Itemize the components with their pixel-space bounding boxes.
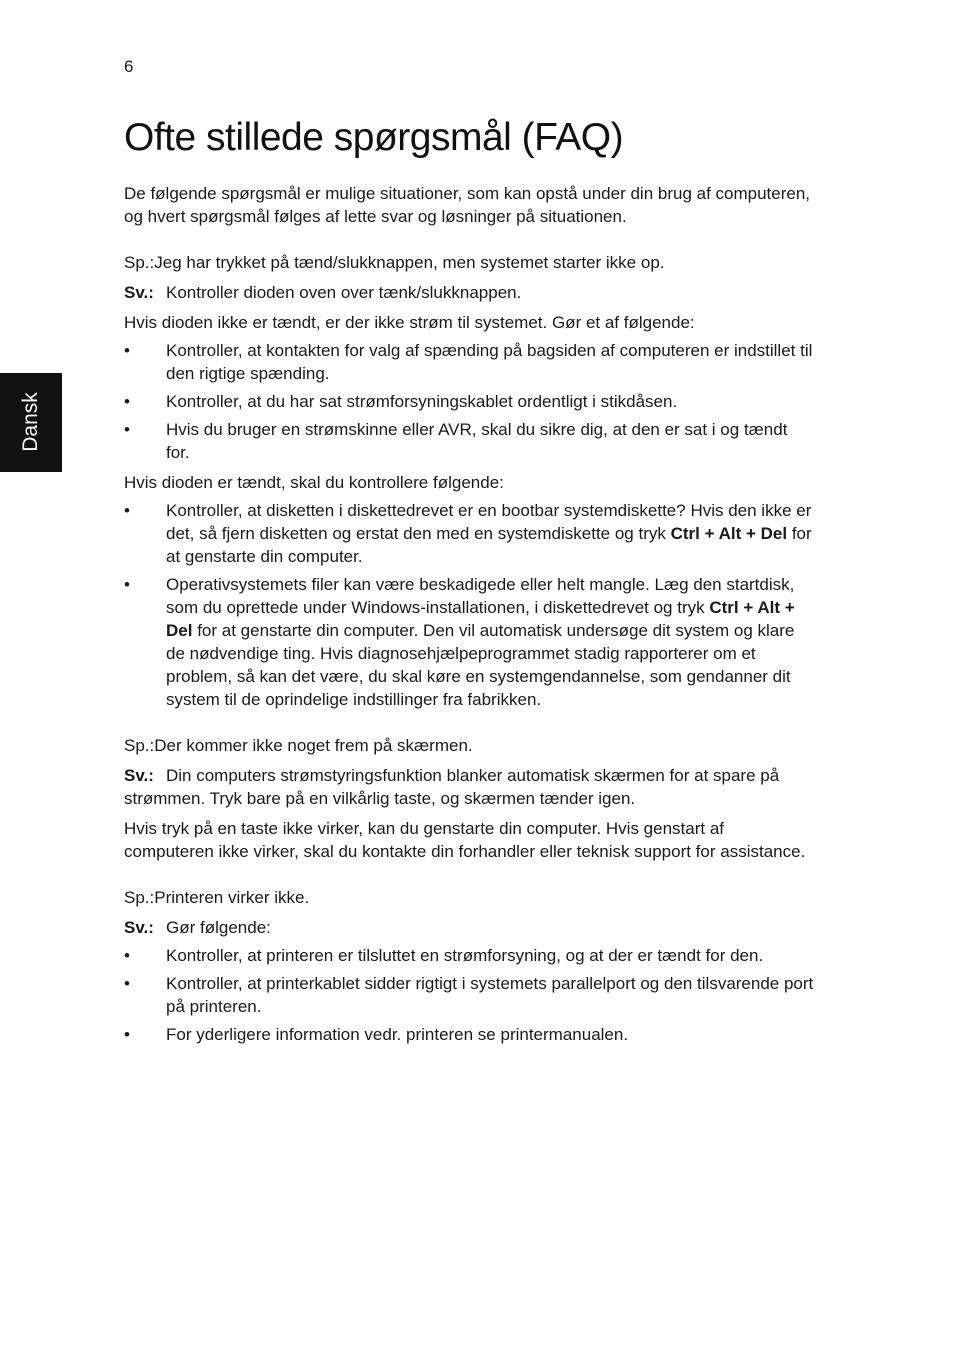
answer-1 — [124, 281, 814, 304]
answer-label: Sv.: — [124, 918, 154, 937]
list-item-text: Kontroller, at printerkablet sidder rigtigt i systemets parallelport og den tilsvarende port på printeren. — [166, 974, 814, 1016]
list-item — [124, 972, 814, 1018]
faq-section-printer — [124, 886, 814, 1046]
text-segment: for at genstarte din computer. Den vil automatisk undersøge dit system og klare de nødvendige ting. Hvis diagnosehjælpeprogrammet stadig rapporterer om et problem, så kan det være, du skal køre en systemgendannelse, som gendanner dit system til de oprindelige indstillinger fra fabrikken. — [166, 621, 795, 709]
question-3-text: Printeren virker ikke. — [154, 888, 310, 907]
screen-followup: Hvis tryk på en taste ikke virker, kan du genstarte din computer. Hvis genstart af computeren ikke virker, skal du kontakte din forhandler eller teknisk support for assistance. — [124, 819, 806, 861]
list-item — [124, 499, 814, 568]
bullet: • — [124, 420, 130, 439]
answer-1-text: Kontroller dioden oven over tænk/slukknappen. — [166, 283, 522, 302]
page-number: 6 — [124, 57, 134, 76]
question-1-text: Jeg har trykket på tænd/slukknappen, men systemet starter ikke op. — [154, 253, 665, 272]
question-3 — [124, 886, 814, 909]
diode-off-list — [124, 339, 814, 464]
answer-3 — [124, 916, 814, 939]
key-combo: Ctrl + Alt + Del — [166, 598, 795, 640]
page-title: Ofte stillede spørgsmål (FAQ) — [124, 116, 624, 159]
bullet: • — [124, 501, 130, 520]
printer-list — [124, 944, 814, 1046]
diode-off-intro: Hvis dioden ikke er tændt, er der ikke strøm til systemet. Gør et af følgende: — [124, 313, 695, 332]
bullet: • — [124, 946, 130, 965]
question-label: Sp.: — [124, 736, 155, 755]
faq-content — [124, 112, 814, 1046]
text-segment: Operativsystemets filer kan være beskadigede eller helt mangle. Læg den startdisk, som du oprettede under Windows-installationen, i diskettedrevet og tryk — [166, 575, 795, 617]
answer-label: Sv.: — [124, 283, 154, 302]
diode-on-intro: Hvis dioden er tændt, skal du kontrollere følgende: — [124, 473, 504, 492]
list-item — [124, 418, 814, 464]
list-item-text: For yderligere information vedr. printeren se printermanualen. — [166, 1025, 629, 1044]
answer-2-text: Din computers strømstyringsfunktion blanker automatisk skærmen for at spare på strømmen. Tryk bare på en vilkårlig taste, og skærmen tænder igen. — [124, 766, 780, 808]
text-segment: Kontroller, at disketten i diskettedrevet er en bootbar systemdiskette? Hvis den ikke er det, så fjern disketten og erstat den med en systemdiskette og tryk — [166, 501, 812, 543]
list-item-text: Kontroller, at kontakten for valg af spænding på bagsiden af computeren er indstillet til den rigtige spænding. — [166, 341, 813, 383]
bullet: • — [124, 1025, 130, 1044]
list-item — [124, 944, 814, 967]
list-item-text: Kontroller, at printeren er tilsluttet en strømforsyning, og at der er tændt for den. — [166, 946, 764, 965]
answer-label: Sv.: — [124, 766, 154, 785]
text-segment: for at genstarte din computer. — [166, 524, 812, 566]
faq-section-screen — [124, 734, 814, 863]
list-item — [124, 339, 814, 385]
list-item — [124, 390, 814, 413]
question-label: Sp.: — [124, 253, 155, 272]
language-tab-label: Dansk — [19, 392, 42, 452]
key-combo: Ctrl + Alt + Del — [670, 524, 788, 543]
list-item-text — [166, 575, 795, 709]
question-label: Sp.: — [124, 888, 155, 907]
answer-3-text: Gør følgende: — [166, 918, 271, 937]
question-2 — [124, 734, 814, 757]
bullet: • — [124, 974, 130, 993]
list-item-text: Kontroller, at du har sat strømforsyningskablet ordentligt i stikdåsen. — [166, 392, 678, 411]
bullet: • — [124, 392, 130, 411]
list-item — [124, 573, 814, 711]
answer-2 — [124, 764, 814, 810]
list-item — [124, 1023, 814, 1046]
language-tab — [0, 373, 62, 472]
intro-paragraph: De følgende spørgsmål er mulige situationer, som kan opstå under din brug af computeren, og hvert spørgsmål følges af lette svar og løsninger på situationen. — [124, 184, 811, 226]
question-1 — [124, 251, 814, 274]
faq-section-power — [124, 251, 814, 711]
bullet: • — [124, 575, 130, 594]
bullet: • — [124, 341, 130, 360]
list-item-text — [166, 501, 812, 566]
diode-on-list — [124, 499, 814, 711]
list-item-text: Hvis du bruger en strømskinne eller AVR, skal du sikre dig, at den er sat i og tændt for. — [166, 420, 788, 462]
question-2-text: Der kommer ikke noget frem på skærmen. — [154, 736, 473, 755]
